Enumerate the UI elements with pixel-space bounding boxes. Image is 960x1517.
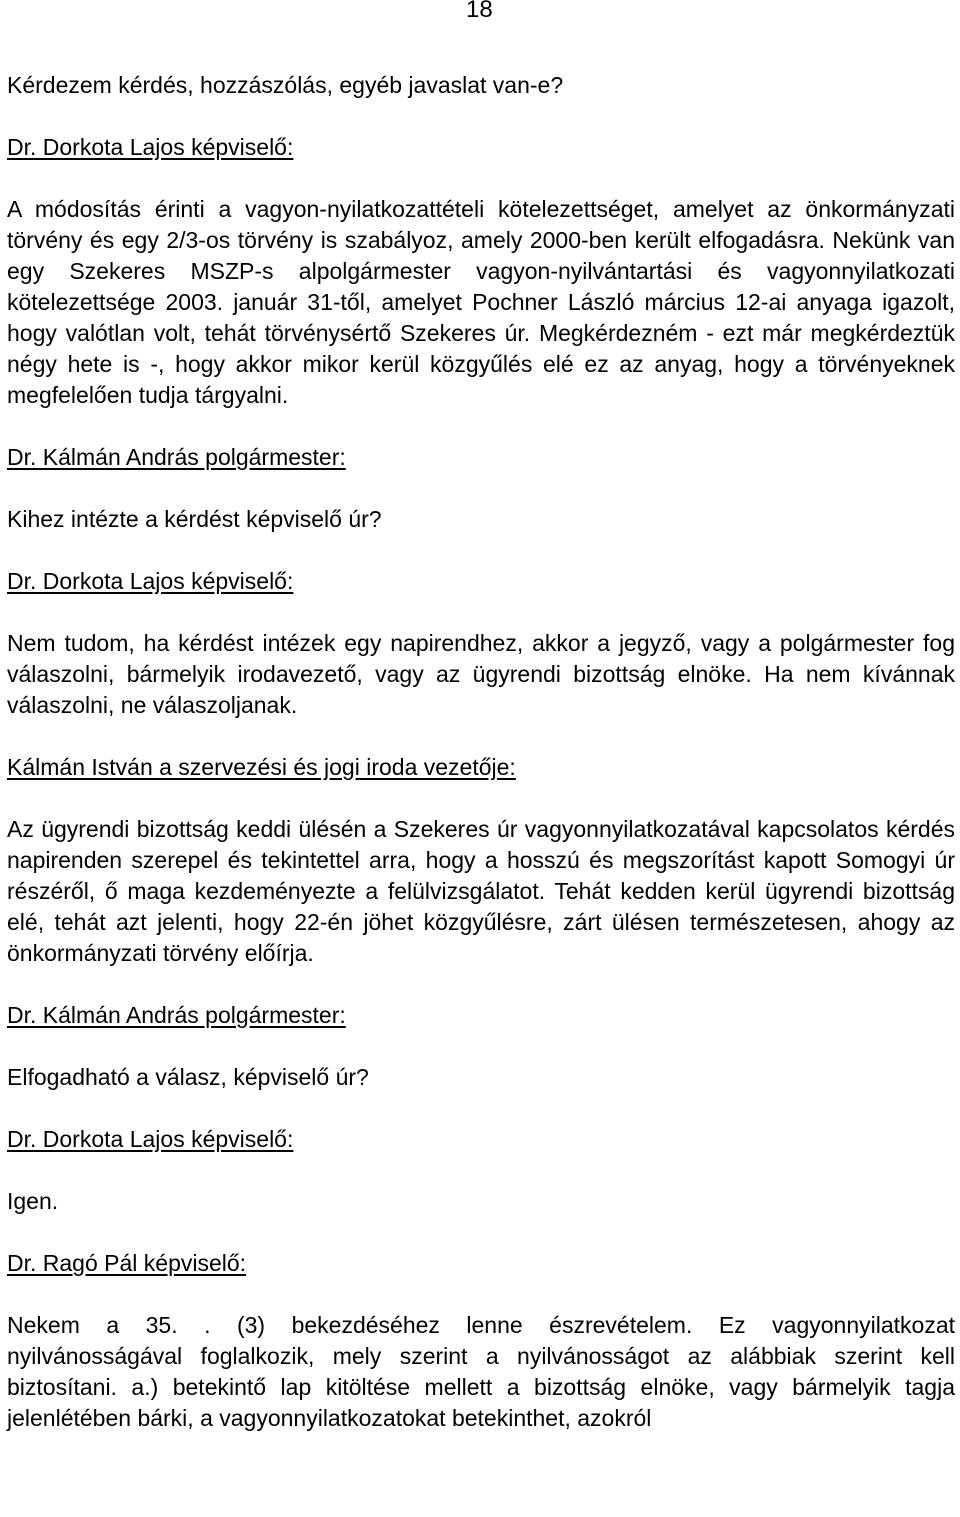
- document-body: [7, 70, 955, 1465]
- paragraph-amendment: A módosítás érinti a vagyon-nyilatkozattételi kötelezettséget, amelyet az önkormányzati törvény és egy 2/3-os törvény is szabályoz, amely 2000-ben került elfogadásra. Nekünk van egy Szekeres MSZP-s alpolgármester vagyon-nyilvántartási és vagyonnyilatkozati kötelezettsége 2003. január 31-től, amelyet Pochner László március 12-ai anyaga igazolt, hogy valótlan volt, tehát törvénysértő Szekeres úr. Megkérdezném - ezt már megkérdeztük négy hete is -, hogy akkor mikor kerül közgyűlés elé ez az anyag, hogy a törvényeknek megfelelően tudja tárgyalni.: [7, 196, 955, 408]
- speaker-heading: Dr. Dorkota Lajos képviselő:: [7, 1126, 294, 1152]
- speaker-heading: Kálmán István a szervezési és jogi iroda vezetője:: [7, 754, 516, 780]
- speaker-heading: Dr. Dorkota Lajos képviselő:: [7, 568, 294, 594]
- paragraph-question-addressee: Kihez intézte a kérdést képviselő úr?: [7, 506, 382, 532]
- paragraph-question: Kérdezem kérdés, hozzászólás, egyéb javaslat van-e?: [7, 72, 564, 98]
- paragraph-remark: Nekem a 35. . (3) bekezdéséhez lenne észrevételem. Ez vagyonnyilatkozat nyilvánosságával foglalkozik, mely szerint a nyilvánosságot az alábbiak szerint kell biztosítani. a.) betekintő lap kitöltése mellett a bizottság elnöke, vagy bármelyik tagja jelenlétében bárki, a vagyonnyilatkozatokat betekinthet, azokról: [7, 1312, 955, 1431]
- speaker-heading: Dr. Kálmán András polgármester:: [7, 1002, 346, 1028]
- speaker-heading: Dr. Ragó Pál képviselő:: [7, 1250, 247, 1276]
- paragraph-yes: Igen.: [7, 1188, 59, 1214]
- paragraph-acceptable: Elfogadható a válasz, képviselő úr?: [7, 1064, 369, 1090]
- speaker-heading: Dr. Dorkota Lajos képviselő:: [7, 134, 294, 160]
- paragraph-response: Nem tudom, ha kérdést intézek egy napirendhez, akkor a jegyző, vagy a polgármester fog válaszolni, bármelyik irodavezető, vagy az ügyrendi bizottság elnöke. Ha nem kívánnak válaszolni, ne válaszoljanak.: [7, 630, 955, 718]
- paragraph-committee: Az ügyrendi bizottság keddi ülésén a Szekeres úr vagyonnyilatkozatával kapcsolatos kérdés napirenden szerepel és tekintettel arra, hogy a hosszú és megszorítást kapott Somogyi úr részéről, ő maga kezdeményezte a felülvizsgálatot. Tehát kedden kerül ügyrendi bizottság elé, tehát azt jelenti, hogy 22-én jöhet közgyűlésre, zárt ülésen természetesen, ahogy az önkormányzati törvény előírja.: [7, 816, 955, 966]
- speaker-heading: Dr. Kálmán András polgármester:: [7, 444, 346, 470]
- page-number: 18: [466, 0, 493, 23]
